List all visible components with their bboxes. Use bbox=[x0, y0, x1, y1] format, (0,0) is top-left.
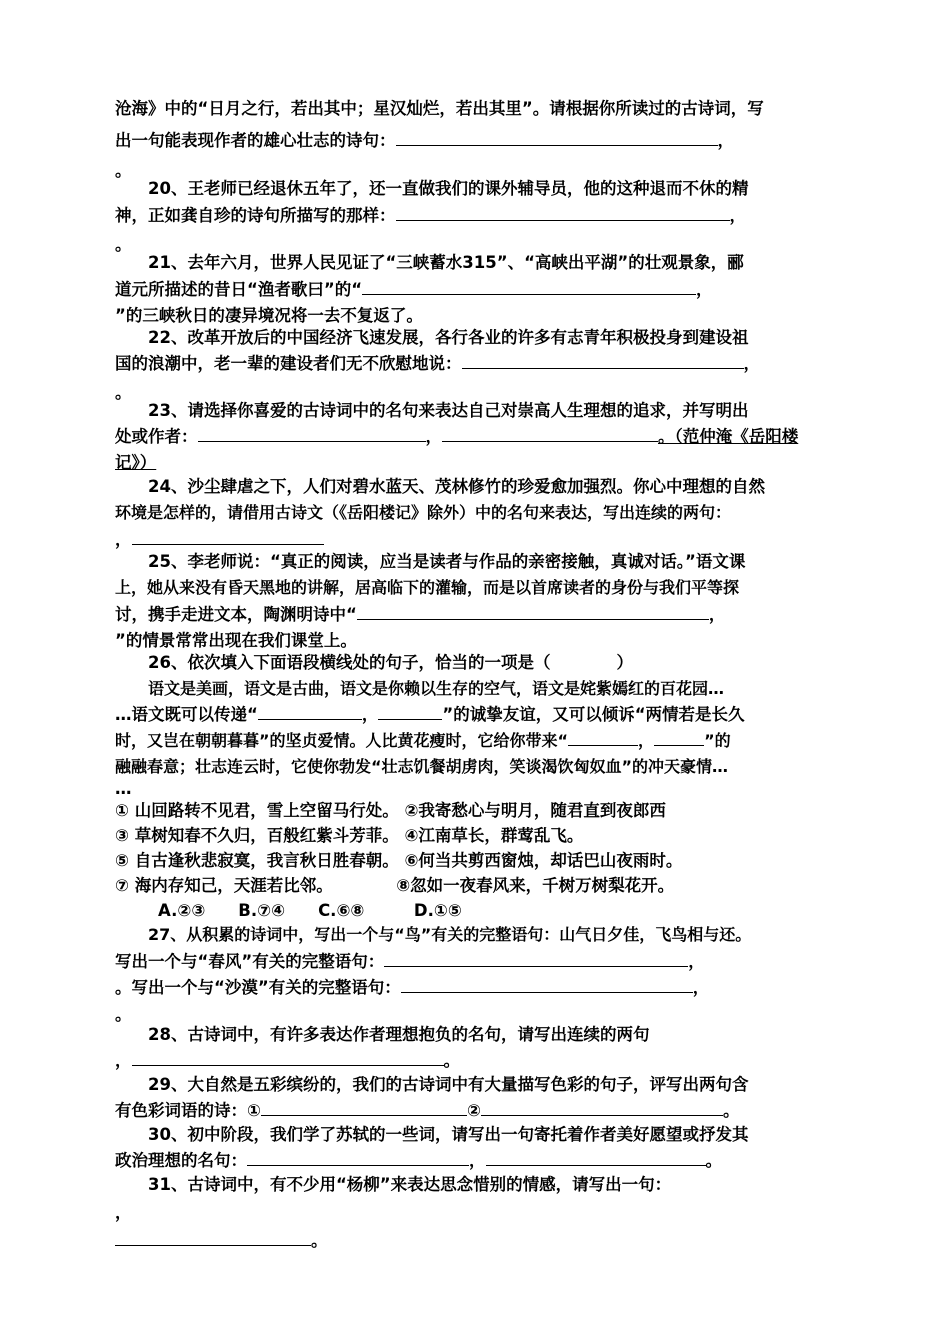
answer-blank[interactable] bbox=[247, 1148, 469, 1166]
text-line: 。 bbox=[115, 383, 132, 402]
text-line: 记》） bbox=[115, 453, 157, 472]
question-21-blank-line: 道元所描述的昔日“渔者歌曰”的“ ， bbox=[115, 277, 839, 303]
answer-blank[interactable] bbox=[132, 527, 324, 545]
question-19-blank-line: 出一句能表现作者的雄心壮志的诗句： ， bbox=[115, 128, 839, 154]
answer-blank[interactable] bbox=[115, 1228, 311, 1246]
poem-option-line: ⑦ 海内存知己，天涯若比邻。 ⑧忽如一夜春风来，千树万树梨花开。 bbox=[115, 876, 675, 895]
question-20-blank-line: 神，正如龚自珍的诗句所描写的那样： ， bbox=[115, 203, 839, 229]
question-31: 31、古诗词中，有不少用“杨柳”来表达思念惜别的情感，请写出一句： bbox=[148, 1175, 672, 1194]
answer-blank[interactable] bbox=[261, 1098, 467, 1116]
passage-blank-line: 时，又岂在朝朝暮暮”的坚贞爱情。人比黄花瘦时，它给你带来“ ， ”的 bbox=[115, 728, 839, 754]
passage-line: … bbox=[115, 779, 132, 798]
answer-blank[interactable] bbox=[362, 277, 696, 295]
answer-blank[interactable] bbox=[401, 975, 693, 993]
answer-blank[interactable] bbox=[396, 203, 730, 221]
text-line: ”的三峡秋日的凄异境况将一去不复返了。 bbox=[115, 306, 423, 325]
answer-blank[interactable] bbox=[462, 351, 744, 369]
question-24-line: 环境是怎样的，请借用古诗文（《岳阳楼记》除外）中的名句来表达，写出连续的两句： bbox=[115, 503, 732, 522]
answer-blank[interactable] bbox=[481, 1098, 723, 1116]
question-22: 22、改革开放后的中国经济飞速发展，各行各业的许多有志青年积极投身到建设祖 bbox=[148, 328, 749, 347]
answer-blank[interactable] bbox=[258, 702, 362, 720]
answer-blank[interactable] bbox=[378, 702, 442, 720]
passage-line: 语文是美画，语文是古曲，语文是你赖以生存的空气，语文是姹紫嫣红的百花园… bbox=[148, 679, 725, 698]
answer-blank[interactable] bbox=[486, 1148, 706, 1166]
question-30: 30、初中阶段，我们学了苏轼的一些词，请写出一句寄托着作者美好愿望或抒发其 bbox=[148, 1125, 749, 1144]
question-29: 29、大自然是五彩缤纷的，我们的古诗词中有大量描写色彩的句子，评写出两句含 bbox=[148, 1075, 749, 1094]
question-23: 23、请选择你喜爱的古诗词中的名句来表达自己对崇高人生理想的追求，并写明出 bbox=[148, 401, 749, 420]
answer-blank[interactable] bbox=[568, 728, 638, 746]
poem-option-line: ③ 草树知春不久归，百般红紫斗芳菲。 ④江南草长，群莺乱飞。 bbox=[115, 826, 584, 845]
question-27-blank-line: 。写出一个与“沙漠”有关的完整语句： ， bbox=[115, 975, 839, 1001]
text-line: 。 bbox=[115, 161, 132, 180]
question-23-blank-line: 处或作者： ， 。（范仲淹《岳阳楼 bbox=[115, 424, 839, 450]
question-25: 25、李老师说：“真正的阅读，应当是读者与作品的亲密接触，真诚对话。”语文课 bbox=[148, 552, 746, 571]
text-line: 沧海》中的“日月之行，若出其中；星汉灿烂，若出其里”。请根据你所读过的古诗词，写 bbox=[115, 99, 764, 118]
question-25-blank-line: 讨，携手走进文本，陶渊明诗中“ ， bbox=[115, 602, 839, 628]
question-24-blank-line: ， bbox=[115, 527, 839, 553]
question-30-blank-line: 政治理想的名句： ， 。 bbox=[115, 1148, 839, 1174]
text-line: 上，她从来没有昏天黑地的讲解，居高临下的灌输，而是以首席读者的身份与我们平等探 bbox=[115, 578, 740, 597]
text-line: ”的情景常常出现在我们课堂上。 bbox=[115, 631, 357, 650]
answer-blank[interactable] bbox=[384, 949, 688, 967]
question-27-blank-line: 写出一个与“春风”有关的完整语句： ， bbox=[115, 949, 839, 975]
text-line: ， bbox=[115, 1203, 132, 1222]
answer-blank[interactable] bbox=[654, 728, 704, 746]
question-31-blank-line: 。 bbox=[115, 1228, 839, 1254]
text-line: 。 bbox=[115, 1005, 132, 1024]
answer-blank[interactable] bbox=[132, 1048, 444, 1066]
poem-option-line: ① 山回路转不见君，雪上空留马行处。 ②我寄愁心与明月，随君直到夜郎西 bbox=[115, 801, 666, 820]
passage-line: 融融春意；壮志连云时，它使你勃发“壮志饥餐胡虏肉，笑谈渴饮匈奴血”的冲天豪情… bbox=[115, 757, 729, 776]
answer-blank[interactable] bbox=[198, 424, 426, 442]
answer-blank[interactable] bbox=[396, 128, 718, 146]
answer-blank[interactable] bbox=[357, 602, 709, 620]
answer-blank[interactable] bbox=[442, 424, 658, 442]
text-line: 。 bbox=[115, 235, 132, 254]
question-29-blank-line: 有色彩词语的诗：① ② 。 bbox=[115, 1098, 839, 1124]
question-21: 21、去年六月，世界人民见证了“三峡蓄水315”、“高峡出平湖”的壮观景象，郦 bbox=[148, 253, 744, 272]
poem-option-line: ⑤ 自古逢秋悲寂寞，我言秋日胜春朝。 ⑥何当共剪西窗烛，却话巴山夜雨时。 bbox=[115, 851, 683, 870]
question-26: 26、依次填入下面语段横线处的句子，恰当的一项是（ ） bbox=[148, 653, 633, 672]
question-20: 20、王老师已经退休五年了，还一直做我们的课外辅导员，他的这种退而不休的精 bbox=[148, 179, 749, 198]
question-28: 28、古诗词中，有许多表达作者理想抱负的名句，请写出连续的两句 bbox=[148, 1025, 650, 1044]
passage-blank-line: …语文既可以传递“ ， ”的诚挚友谊，又可以倾诉“两情若是长久 bbox=[115, 702, 839, 728]
question-28-blank-line: ， 。 bbox=[115, 1048, 839, 1074]
answer-choices: A.②③ B.⑦④ C.⑥⑧ D.①⑤ bbox=[158, 901, 462, 920]
question-22-blank-line: 国的浪潮中，老一辈的建设者们无不欣慰地说： ， bbox=[115, 351, 839, 377]
question-27: 27、从积累的诗词中，写出一个与“鸟”有关的完整语句：山气日夕佳，飞鸟相与还。 bbox=[148, 925, 752, 944]
question-24: 24、沙尘肆虐之下，人们对碧水蓝天、茂林修竹的珍爱愈加强烈。你心中理想的自然 bbox=[148, 477, 765, 496]
